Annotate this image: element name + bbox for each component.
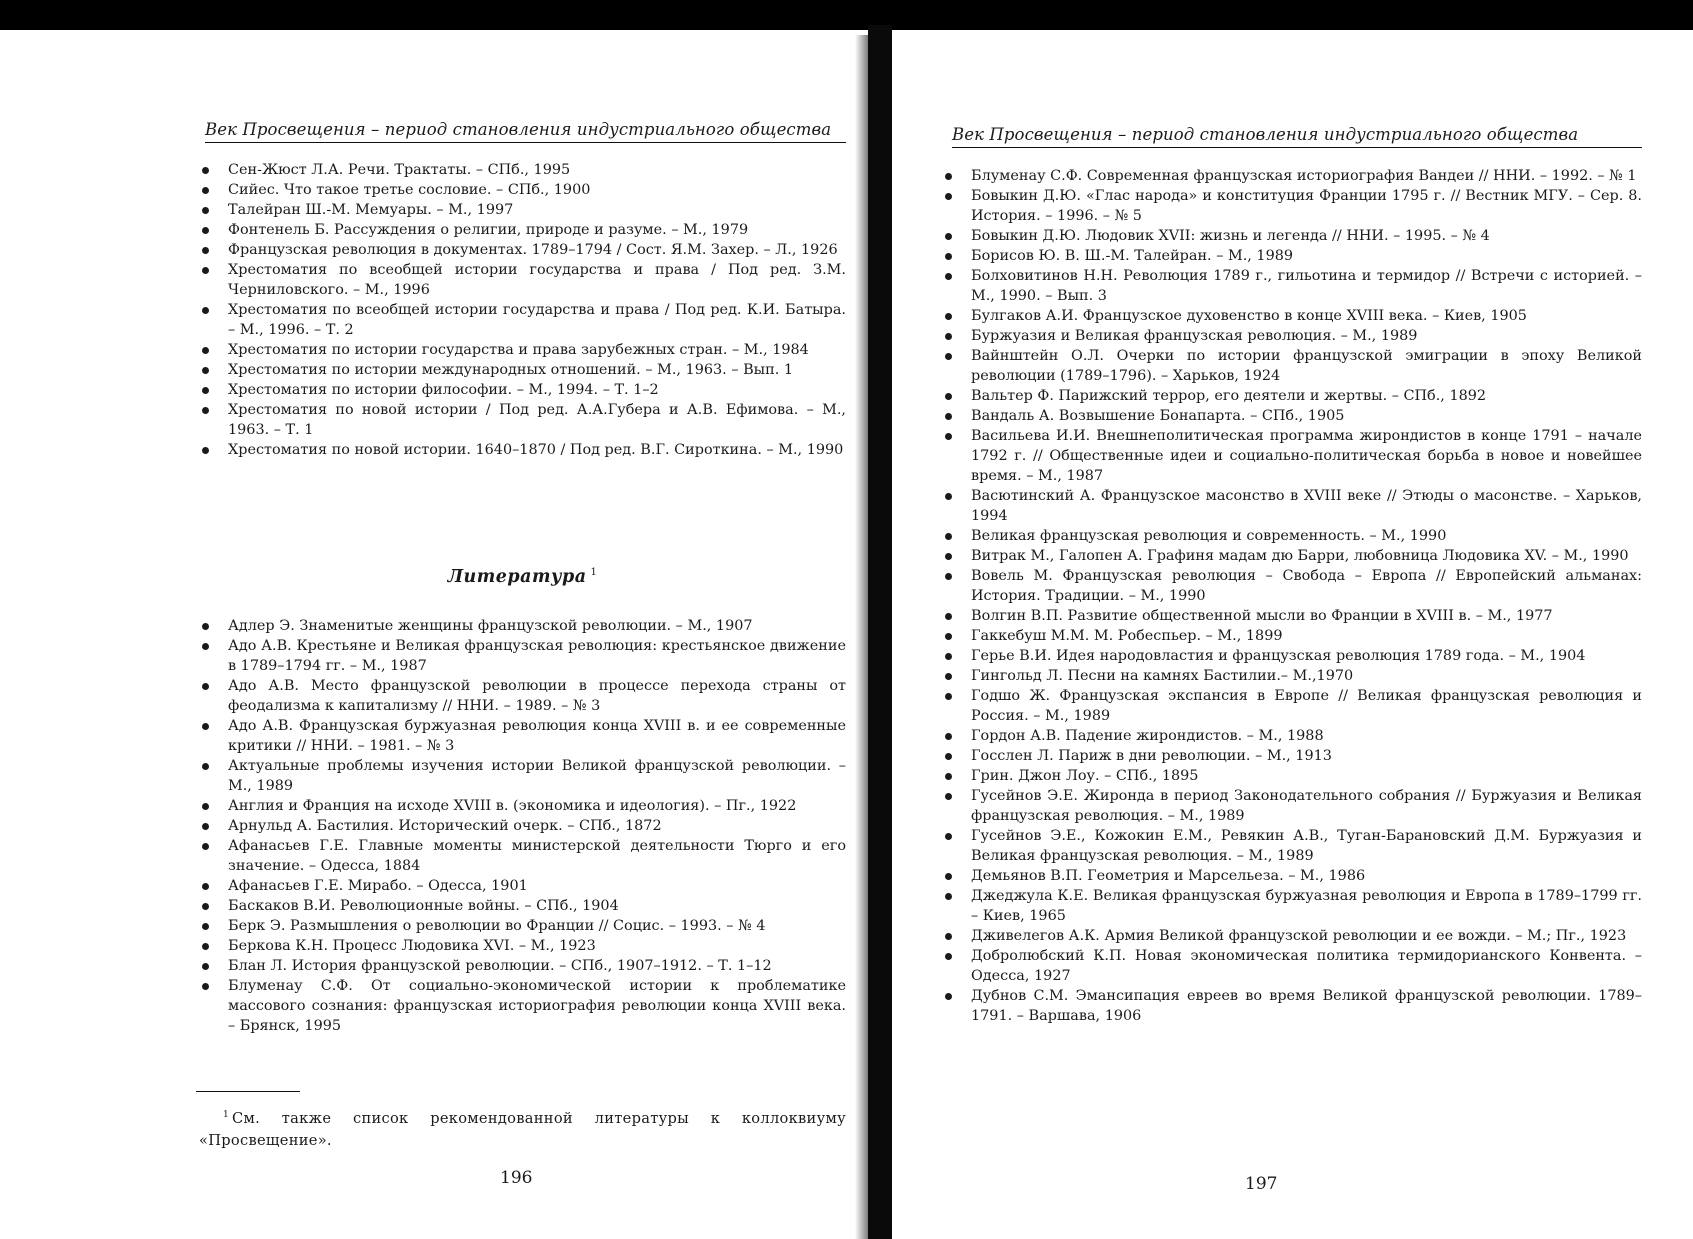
bibliography-entry: Дживелегов А.К. Армия Великой французской революции и ее вожди. – М.; Пг., 1923 — [942, 926, 1642, 946]
bibliography-entry: Талейран Ш.-М. Мемуары. – М., 1997 — [199, 200, 846, 220]
bibliography-entry: Афанасьев Г.Е. Главные моменты министерской деятельности Тюрго и его значение. – Одесса, 1884 — [199, 836, 846, 876]
bibliography-entry: Вайнштейн О.Л. Очерки по истории французской эмиграции в эпоху Великой революции (1789–1796). – Харьков, 1924 — [942, 346, 1642, 386]
bibliography-entry: Адлер Э. Знаменитые женщины французской революции. – М., 1907 — [199, 616, 846, 636]
bibliography-entry: Витрак М., Галопен А. Графиня мадам дю Барри, любовница Людовика XV. – М., 1990 — [942, 546, 1642, 566]
running-head: Век Просвещения – период становления индустриального общества — [205, 120, 846, 143]
bibliography-entry: Блан Л. История французской революции. – СПб., 1907–1912. – Т. 1–12 — [199, 956, 846, 976]
bibliography-entry: Гингольд Л. Песни на камнях Бастилии.– М.,1970 — [942, 666, 1642, 686]
bibliography-entry: Вандаль А. Возвышение Бонапарта. – СПб., 1905 — [942, 406, 1642, 426]
bibliography-entry: Великая французская революция и современность. – М., 1990 — [942, 526, 1642, 546]
bibliography-entry: Дубнов С.М. Эмансипация евреев во время Великой французской революции. 1789–1791. – Варшава, 1906 — [942, 986, 1642, 1026]
bibliography-entry: Джеджула К.Е. Великая французская буржуазная революция и Европа в 1789–1799 гг. – Киев, 1965 — [942, 886, 1642, 926]
bibliography-entry: Герье В.И. Идея народовластия и французская революция 1789 года. – М., 1904 — [942, 646, 1642, 666]
bibliography-entry: Гусейнов Э.Е., Кожокин Е.М., Ревякин А.В., Туган-Барановский Д.М. Буржуазия и Великая французская революция. – М., 1989 — [942, 826, 1642, 866]
bibliography-entry: Хрестоматия по истории международных отношений. – М., 1963. – Вып. 1 — [199, 360, 846, 380]
page-number: 197 — [1245, 1174, 1278, 1194]
bibliography-entry: Хрестоматия по всеобщей истории государства и права / Под ред. З.М. Черниловского. – М., 1996 — [199, 260, 846, 300]
footnote-marker: 1 — [223, 1110, 230, 1120]
bibliography-entry: Фонтенель Б. Рассуждения о религии, природе и разуме. – М., 1979 — [199, 220, 846, 240]
bibliography-entry: Болховитинов Н.Н. Революция 1789 г., гильотина и термидор // Встречи с историей. – М., 1990. – Вып. 3 — [942, 266, 1642, 306]
footnote — [199, 1104, 846, 1152]
sources-list — [199, 160, 846, 460]
bibliography-entry: Гаккебуш М.М. М. Робеспьер. – М., 1899 — [942, 626, 1642, 646]
bibliography-entry: Сен-Жюст Л.А. Речи. Трактаты. – СПб., 1995 — [199, 160, 846, 180]
footnote-rule — [196, 1091, 300, 1092]
bibliography-entry: Гусейнов Э.Е. Жиронда в период Законодательного собрания // Буржуазия и Великая французская революция. – М., 1989 — [942, 786, 1642, 826]
bibliography-entry: Англия и Франция на исходе XVIII в. (экономика и идеология). – Пг., 1922 — [199, 796, 846, 816]
bibliography-entry: Булгаков А.И. Французское духовенство в конце XVIII века. – Киев, 1905 — [942, 306, 1642, 326]
bibliography-entry: Бовыкин Д.Ю. Людовик XVII: жизнь и легенда // ННИ. – 1995. – № 4 — [942, 226, 1642, 246]
bibliography-entry: Хрестоматия по всеобщей истории государства и права / Под ред. К.И. Батыра. – М., 1996. – Т. 2 — [199, 300, 846, 340]
bibliography-entry: Афанасьев Г.Е. Мирабо. – Одесса, 1901 — [199, 876, 846, 896]
bibliography-entry: Арнульд А. Бастилия. Исторический очерк. – СПб., 1872 — [199, 816, 846, 836]
bibliography-entry: Хрестоматия по новой истории / Под ред. А.А.Губера и А.В. Ефимова. – М., 1963. – Т. 1 — [199, 400, 846, 440]
literature-list — [942, 166, 1642, 1026]
bibliography-entry: Берк Э. Размышления о революции во Франции // Социс. – 1993. – № 4 — [199, 916, 846, 936]
bibliography-entry: Адо А.В. Французская буржуазная революция конца XVIII в. и ее современные критики // ННИ. – 1981. – № 3 — [199, 716, 846, 756]
bibliography-entry: Адо А.В. Место французской революции в процессе перехода страны от феодализма к капитализму // ННИ. – 1989. – № 3 — [199, 676, 846, 716]
section-title — [199, 567, 846, 587]
bibliography-entry: Васильева И.И. Внешнеполитическая программа жирондистов в конце 1791 – начале 1792 г. // Общественные идеи и социально-политическая борьба в новое и новейшее время. – М., 1987 — [942, 426, 1642, 486]
running-head: Век Просвещения – период становления индустриального общества — [952, 125, 1642, 148]
bibliography-entry: Французская революция в документах. 1789–1794 / Сост. Я.М. Захер. – Л., 1926 — [199, 240, 846, 260]
bibliography-entry: Хрестоматия по истории государства и права зарубежных стран. – М., 1984 — [199, 340, 846, 360]
bibliography-entry: Блуменау С.Ф. Современная французская историография Вандеи // ННИ. – 1992. – № 1 — [942, 166, 1642, 186]
footnote-ref: 1 — [590, 567, 598, 579]
bibliography-entry: Сийес. Что такое третье сословие. – СПб., 1900 — [199, 180, 846, 200]
literature-list — [199, 616, 846, 1036]
bibliography-entry: Хрестоматия по истории философии. – М., 1994. – Т. 1–2 — [199, 380, 846, 400]
bibliography-entry: Госслен Л. Париж в дни революции. – М., 1913 — [942, 746, 1642, 766]
bibliography-entry: Демьянов В.П. Геометрия и Марсельеза. – М., 1986 — [942, 866, 1642, 886]
bibliography-entry: Васютинский А. Французское масонство в XVIII веке // Этюды о масонстве. – Харьков, 1994 — [942, 486, 1642, 526]
section-title-text: Литература — [447, 567, 587, 587]
bibliography-entry: Беркова К.Н. Процесс Людовика XVI. – М., 1923 — [199, 936, 846, 956]
bibliography-entry: Добролюбский К.П. Новая экономическая политика термидорианского Конвента. – Одесса, 1927 — [942, 946, 1642, 986]
bibliography-entry: Бовыкин Д.Ю. «Глас народа» и конституция Франции 1795 г. // Вестник МГУ. – Сер. 8. История. – 1996. – № 5 — [942, 186, 1642, 226]
book-gutter — [868, 25, 892, 1239]
bibliography-entry: Буржуазия и Великая французская революция. – М., 1989 — [942, 326, 1642, 346]
right-page — [892, 0, 1693, 1239]
bibliography-entry: Волгин В.П. Развитие общественной мысли во Франции в XVIII в. – М., 1977 — [942, 606, 1642, 626]
footnote-text: См. также список рекомендованной литературы к коллоквиуму «Просвещение». — [199, 1109, 846, 1149]
bibliography-entry: Вовель М. Французская революция – Свобода – Европа // Европейский альманах: История. Традиции. – М., 1990 — [942, 566, 1642, 606]
bibliography-entry: Годшо Ж. Французская экспансия в Европе // Великая французская революция и Россия. – М., 1989 — [942, 686, 1642, 726]
bibliography-entry: Борисов Ю. В. Ш.-М. Талейран. – М., 1989 — [942, 246, 1642, 266]
bibliography-entry: Баскаков В.И. Революционные войны. – СПб., 1904 — [199, 896, 846, 916]
bibliography-entry: Хрестоматия по новой истории. 1640–1870 / Под ред. В.Г. Сироткина. – М., 1990 — [199, 440, 846, 460]
bibliography-entry: Вальтер Ф. Парижский террор, его деятели и жертвы. – СПб., 1892 — [942, 386, 1642, 406]
bibliography-entry: Адо А.В. Крестьяне и Великая французская революция: крестьянское движение в 1789–1794 гг. – М., 1987 — [199, 636, 846, 676]
bibliography-entry: Блуменау С.Ф. От социально-экономической истории к проблематике массового сознания: французская историография революции конца XVIII века. – Брянск, 1995 — [199, 976, 846, 1036]
bibliography-entry: Гордон А.В. Падение жирондистов. – М., 1988 — [942, 726, 1642, 746]
page-number: 196 — [500, 1168, 533, 1188]
bibliography-entry: Актуальные проблемы изучения истории Великой французской революции. – М., 1989 — [199, 756, 846, 796]
bibliography-entry: Грин. Джон Лоу. – СПб., 1895 — [942, 766, 1642, 786]
